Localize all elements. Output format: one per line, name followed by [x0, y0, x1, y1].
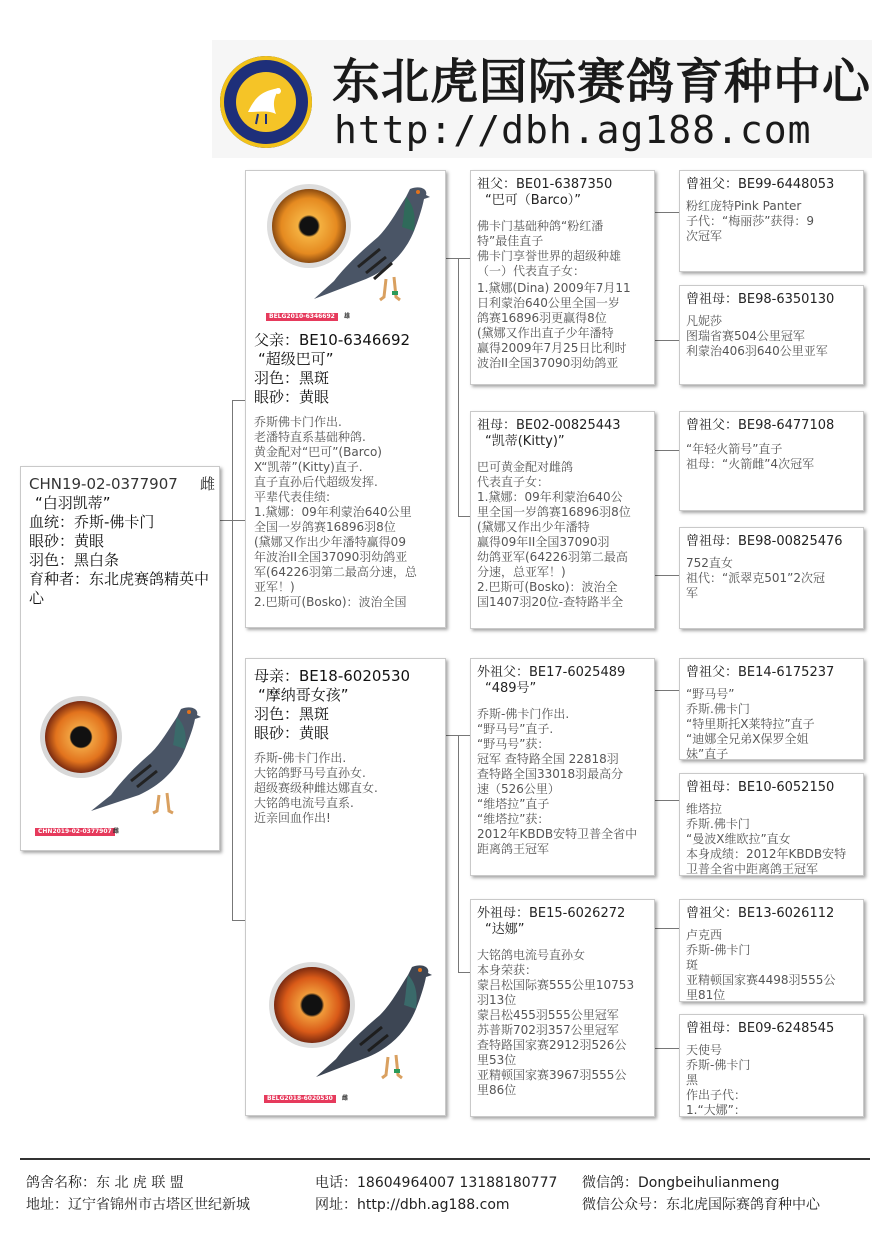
sire-photo-sex: 雄 [344, 313, 351, 320]
sire-eye: 眼砂：黄眼 [254, 388, 330, 406]
connector [655, 690, 679, 691]
main-photo-tag: CHN2019-02-0377907 [35, 828, 115, 836]
main-ring-row [29, 475, 215, 494]
connector [446, 735, 458, 736]
gd1-ring: 祖母：BE02-00825443 [477, 418, 621, 433]
connector [232, 400, 245, 401]
pigeon-photo [308, 957, 444, 1097]
connector [655, 212, 679, 213]
connector [458, 972, 470, 973]
connector [655, 1048, 679, 1049]
great-grandsire-card-1[interactable] [679, 170, 864, 272]
great-grandsire-card-3[interactable] [679, 658, 864, 760]
pigeon-photo [81, 695, 211, 825]
main-sex: 雌 [199, 475, 215, 493]
ggs1-description: 粉红庞特Pink Panter 子代：“梅丽莎”获得：9 次冠军 [686, 199, 815, 243]
grandsire-paternal-card[interactable] [470, 170, 655, 385]
connector [655, 928, 679, 929]
gs2-description: 乔斯-佛卡门作出. “野马号”直子. “野马号”获： 冠军 查特路全国 22818羽 查特路全国33018羽最高分 速（526公里） “维塔拉”直子 “维塔拉”获： 2012年KBDB安特卫普全省中 距离鸽王冠军 [477, 707, 638, 856]
connector [655, 800, 679, 801]
gs1-ring: 祖父：BE01-6387350 [477, 177, 613, 192]
main-line: 眼砂：黄眼 [29, 532, 105, 550]
tiger-logo-icon [218, 54, 314, 150]
sire-card[interactable] [245, 170, 446, 628]
ggd2-ring: 曾祖母：BE98-00825476 [686, 534, 843, 549]
ggd3-ring: 曾祖母：BE10-6052150 [686, 780, 835, 795]
footer-website[interactable]: 网址：http://dbh.ag188.com [315, 1197, 510, 1213]
footer-divider [20, 1158, 870, 1160]
gd2-name: “达娜” [485, 922, 525, 937]
connector [458, 516, 470, 517]
ggs2-description: “年轻火箭号”直子 祖母：“火箭雌”4次冠军 [686, 442, 815, 471]
connector [655, 575, 679, 576]
header-url[interactable]: http://dbh.ag188.com [334, 108, 812, 152]
main-photo-sex: 雌 [113, 828, 120, 835]
main-name: “白羽凯蒂” [35, 494, 111, 512]
dam-photo-sex: 雌 [342, 1095, 349, 1102]
main-line: 羽色：黑白条 [29, 551, 120, 569]
connector [458, 735, 459, 972]
gs2-name: “489号” [485, 681, 537, 696]
great-grandsire-card-2[interactable] [679, 411, 864, 511]
ggd4-ring: 曾祖母：BE09-6248545 [686, 1021, 835, 1036]
sire-name: “超级巴可” [258, 350, 334, 368]
ggd1-ring: 曾祖母：BE98-6350130 [686, 292, 835, 307]
great-granddam-card-1[interactable] [679, 285, 864, 385]
connector [446, 258, 458, 259]
footer-public-account: 微信公众号：东北虎国际赛鸽育种中心 [582, 1197, 820, 1213]
gs1-description: 佛卡门基础种鸽“粉红潘 特”最佳直子 佛卡门享誉世界的超级种雄 （一）代表直子女： 1.黛娜(Dina) 2009年7月11 日利蒙治640公里全国一岁 鸽赛16896羽更赢得8位 (黛娜又作出直子少年潘特 赢得2009年7月25日比利时 波治II全国37090羽幼鸽亚 [477, 219, 631, 370]
connector [458, 258, 470, 259]
gs2-ring: 外祖父：BE17-6025489 [477, 665, 626, 680]
ggs4-ring: 曾祖父：BE13-6026112 [686, 906, 835, 921]
logo [218, 54, 314, 150]
footer-address: 地址：辽宁省锦州市古塔区世纪新城 [26, 1197, 250, 1213]
ggs3-ring: 曾祖父：BE14-6175237 [686, 665, 835, 680]
dam-card[interactable] [245, 658, 446, 1116]
footer-phone[interactable]: 电话：18604964007 13188180777 [315, 1175, 558, 1191]
pigeon-photo [306, 179, 444, 319]
connector [232, 400, 233, 920]
dam-color: 羽色：黑斑 [254, 705, 330, 723]
great-granddam-card-2[interactable] [679, 527, 864, 629]
sire-photo-tag: BELG2010-6346692 [266, 313, 338, 321]
main-line: 育种者：东北虎赛鸽精英中心 [29, 570, 210, 607]
gd2-ring: 外祖母：BE15-6026272 [477, 906, 626, 921]
gs1-name: “巴可（Barco）” [485, 193, 582, 208]
great-grandsire-card-4[interactable] [679, 899, 864, 1002]
dam-eye: 眼砂：黄眼 [254, 724, 330, 742]
sire-description: 乔斯佛卡门作出. 老潘特直系基础种鸽. 黄金配对“巴可”(Barco) X“凯蒂”(Kitty)直子. 直子直孙后代超级发挥. 平辈代表佳绩: 1.黛娜：09年利蒙治640公里 全国一岁鸽赛16896羽8位 (黛娜又作出少年潘特赢得09 年波治II全国37090羽幼鸽亚 军(64226羽第二最高分速，总 亚军！) 2.巴斯可(Bosko)：波治全国 [254, 415, 417, 609]
grandsire-maternal-card[interactable] [470, 658, 655, 876]
connector [232, 920, 245, 921]
great-granddam-card-4[interactable] [679, 1014, 864, 1117]
gd2-description: 大铭鸽电流号直孙女 本身荣获： 蒙吕松国际赛555公里10753 羽13位 蒙吕松455羽555公里冠军 苏普斯702羽357公里冠军 查特路国家赛2912羽526公 里53位 亚精顿国家赛3967羽555公 里86位 [477, 948, 635, 1097]
ggd1-description: 凡妮莎 图瑞省赛504公里冠军 利蒙治406羽640公里亚军 [686, 314, 828, 358]
gd1-name: “凯蒂(Kitty)” [485, 434, 565, 449]
ggs4-description: 卢克西 乔斯-佛卡门 斑 亚精顿国家赛4498羽555公 里81位 [686, 928, 836, 1002]
footer-wechat: 微信鸽：Dongbeihulianmeng [582, 1175, 780, 1191]
sire-ring-number: 父亲：BE10-6346692 [254, 331, 411, 349]
main-ring-number: CHN19-02-0377907 [29, 475, 178, 493]
footer-loft-name: 鸽舍名称：东 北 虎 联 盟 [26, 1175, 184, 1191]
ggs2-ring: 曾祖父：BE98-6477108 [686, 418, 835, 433]
dam-photo-tag: BELG2018-6020530 [264, 1095, 336, 1103]
dam-name: “摩纳哥女孩” [258, 686, 349, 704]
ggs1-ring: 曾祖父：BE99-6448053 [686, 177, 835, 192]
ggd3-description: 维塔拉 乔斯.佛卡门 “曼波X维欧拉”直女 本身成绩：2012年KBDB安特 卫普全省中距离鸽王冠军 [686, 802, 847, 876]
dam-ring-number: 母亲：BE18-6020530 [254, 667, 411, 685]
great-granddam-card-3[interactable] [679, 773, 864, 876]
gd1-description: 巴可黄金配对雌鸽 代表直子女： 1.黛娜：09年利蒙治640公 里全国一岁鸽赛16896羽8位 (黛娜又作出少年潘特 赢得09年II全国37090羽 幼鸽亚军(64226羽第二最高 分速，总亚军！) 2.巴斯可(Bosko)：波治全 国1407羽20位-查特路半全 [477, 460, 631, 609]
header-title: 东北虎国际赛鸽育种中心 [332, 54, 872, 110]
ggd4-description: 天使号 乔斯-佛卡门 黑 作出子代： 1.“大娜”： [686, 1043, 751, 1117]
main-pigeon-card[interactable] [20, 466, 220, 851]
ggd2-description: 752直女 祖代：“派翠克501”2次冠 军 [686, 556, 825, 600]
connector [458, 735, 470, 736]
dam-description: 乔斯-佛卡门作出. 大铭鸽野马号直孙女. 超级赛级种雌达娜直女. 大铭鸽电流号直系. 近亲回血作出! [254, 751, 378, 825]
connector [655, 340, 679, 341]
granddam-paternal-card[interactable] [470, 411, 655, 629]
sire-color: 羽色：黑斑 [254, 369, 330, 387]
ggs3-description: “野马号” 乔斯.佛卡门 “特里斯托X莱特拉”直子 “迪娜全兄弟X保罗全姐 妹”直子 [686, 687, 815, 760]
granddam-maternal-card[interactable] [470, 899, 655, 1117]
connector [458, 258, 459, 516]
connector [655, 450, 679, 451]
main-line: 血统：乔斯-佛卡门 [29, 513, 155, 531]
